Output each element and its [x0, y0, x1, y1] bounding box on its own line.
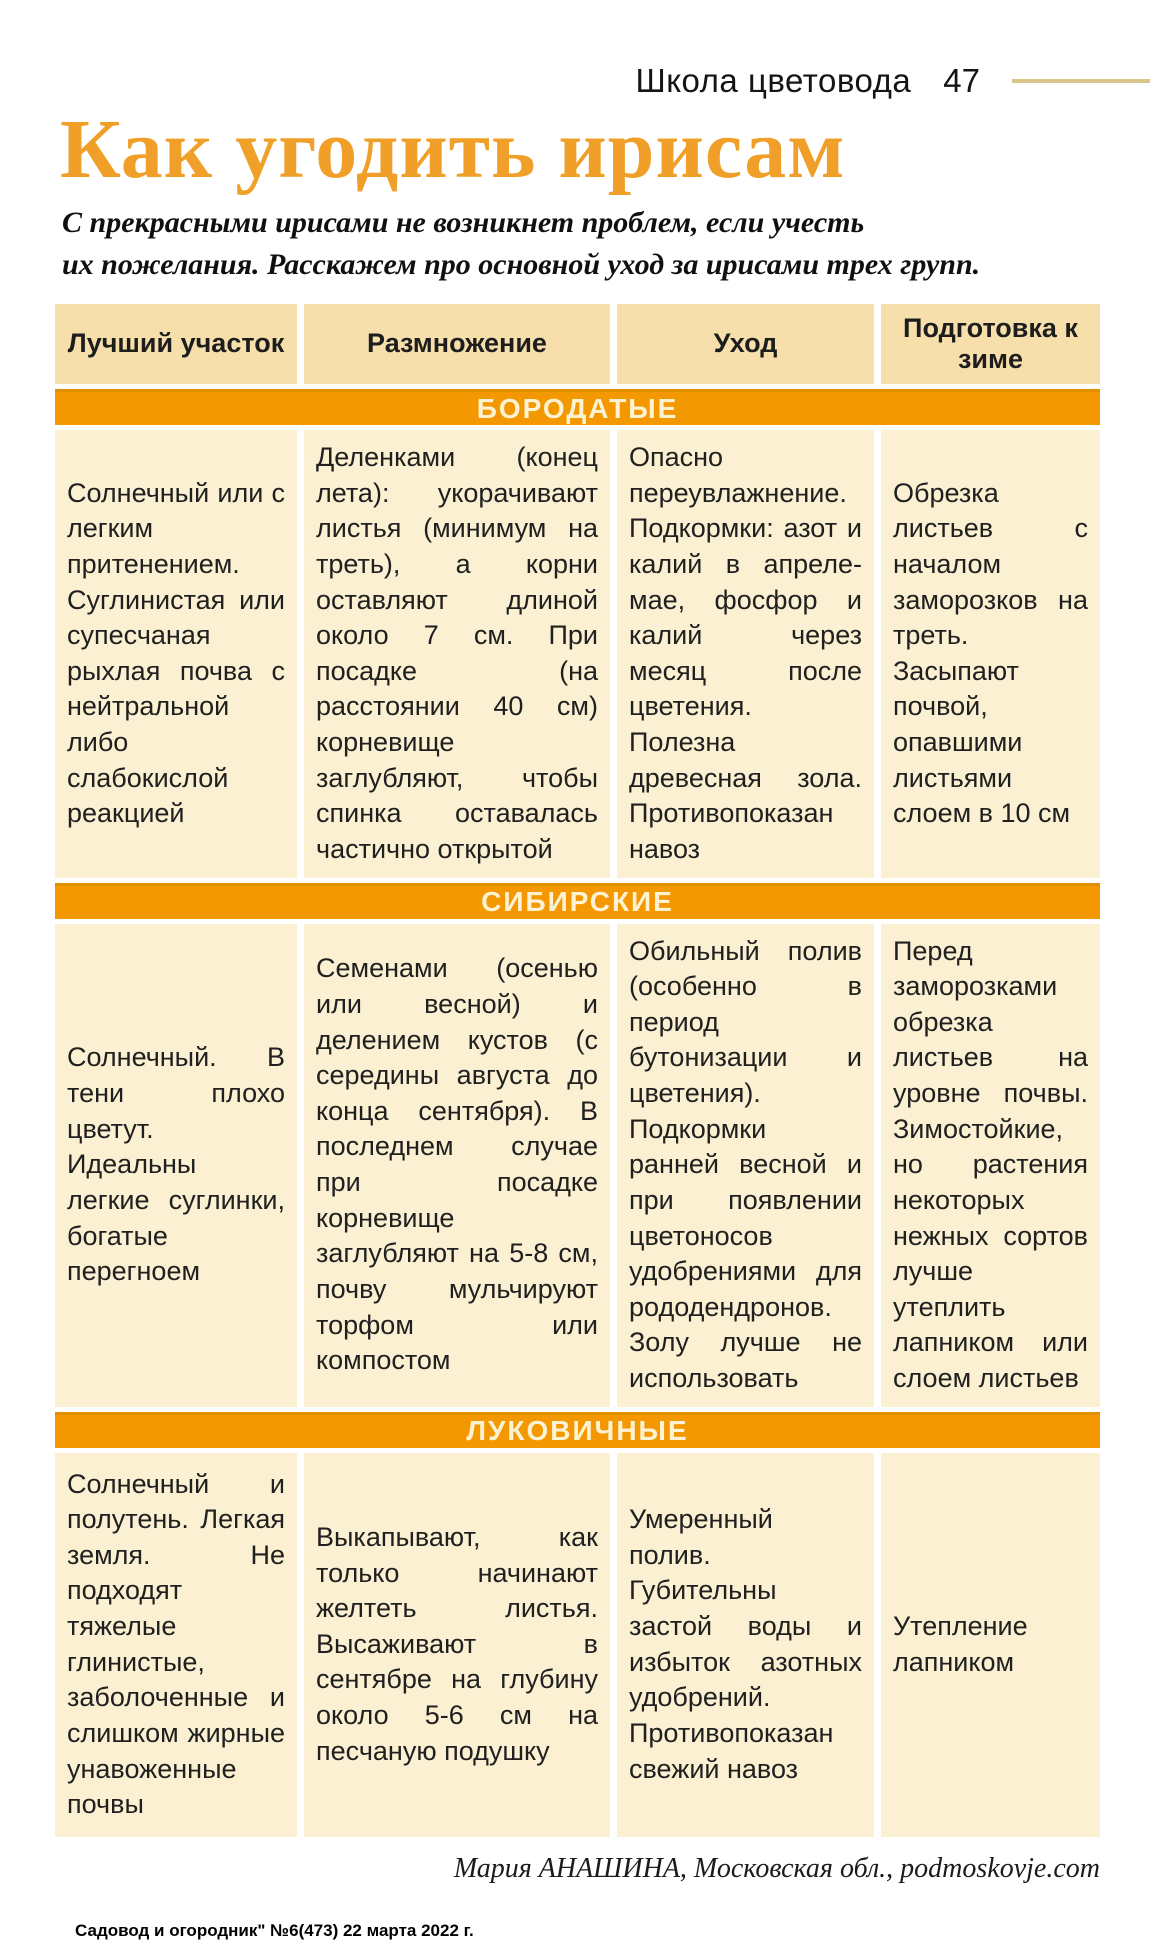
author-byline: Мария АНАШИНА, Московская обл., podmoskovje.com: [453, 1852, 1100, 1884]
cell-bearded-care: Опасно переувлажнение. Подкормки: азот и калий в апреле-мае, фосфор и калий через месяц после цветения. Полезна древесная зола. Противопоказан навоз: [617, 430, 874, 878]
article-title: Как угодить ирисам: [60, 103, 846, 196]
column-header-winter-prep: Подготовка к зиме: [881, 304, 1100, 384]
page-header: [0, 0, 1150, 100]
cell-bulbous-care: Умеренный полив. Губительны застой воды и избыток азотных удобрений. Противопоказан свежий навоз: [617, 1453, 874, 1837]
publication-credit: Садовод и огородник" №6(473) 22 марта 2022 г.: [75, 1920, 474, 1940]
column-header-care: Уход: [617, 304, 874, 384]
cell-siberian-care: Обильный полив (особенно в период бутонизации и цветения). Подкормки ранней весной и при появлении цветоносов удобрениями для рододендронов. Золу лучше не использовать: [617, 924, 874, 1407]
cell-bearded-winter-prep: Обрезка листьев с началом заморозков на треть. Засыпают почвой, опавшими листьями слоем в 10 см: [881, 430, 1100, 878]
header-rule: [1012, 79, 1150, 83]
section-band-bulbous: ЛУКОВИЧНЫЕ: [55, 1412, 1100, 1448]
page-number: 47: [943, 62, 980, 99]
intro-line-2: их пожелания. Расскажем про основной уход за ирисами трех групп.: [62, 248, 981, 281]
cell-siberian-best-spot: Солнечный. В тени плохо цветут. Идеальны легкие суглинки, богатые перегноем: [55, 924, 297, 1407]
article-intro: [62, 202, 1150, 286]
cell-bearded-best-spot: Солнечный или с легким притенением. Суглинистая или супесчаная рыхлая почва с нейтральной либо слабокислой реакцией: [55, 430, 297, 878]
rubric-label: Школа цветовода: [635, 62, 912, 99]
iris-care-table: [55, 304, 1100, 1837]
section-band-siberian: СИБИРСКИЕ: [55, 883, 1100, 919]
cell-bulbous-propagation: Выкапывают, как только начинают желтеть листья. Высаживают в сентябре на глубину около 5-6 см на песчаную подушку: [304, 1453, 610, 1837]
cell-siberian-propagation: Семенами (осенью или весной) и делением кустов (с середины августа до конца сентября). В последнем случае при посадке корневище заглубляют на 5-8 см, почву мульчируют торфом или компостом: [304, 924, 610, 1407]
intro-line-1: С прекрасными ирисами не возникнет проблем, если учесть: [62, 206, 865, 239]
cell-bulbous-winter-prep: Утепление лапником: [881, 1453, 1100, 1837]
cell-bearded-propagation: Деленками (конец лета): укорачивают листья (минимум на треть), а корни оставляют длиной около 7 см. При посадке (на расстоянии 40 см) корневище заглубляют, чтобы спинка оставалась частично открытой: [304, 430, 610, 878]
column-header-best-spot: Лучший участок: [55, 304, 297, 384]
cell-bulbous-best-spot: Солнечный и полутень. Легкая земля. Не подходят тяжелые глинистые, заболоченные и слишком жирные унавоженные почвы: [55, 1453, 297, 1837]
section-band-bearded: БОРОДАТЫЕ: [55, 389, 1100, 425]
column-header-propagation: Размножение: [304, 304, 610, 384]
cell-siberian-winter-prep: Перед заморозками обрезка листьев на уровне почвы. Зимостойкие, но растения некоторых нежных сортов лучше утеплить лапником или слоем листьев: [881, 924, 1100, 1407]
